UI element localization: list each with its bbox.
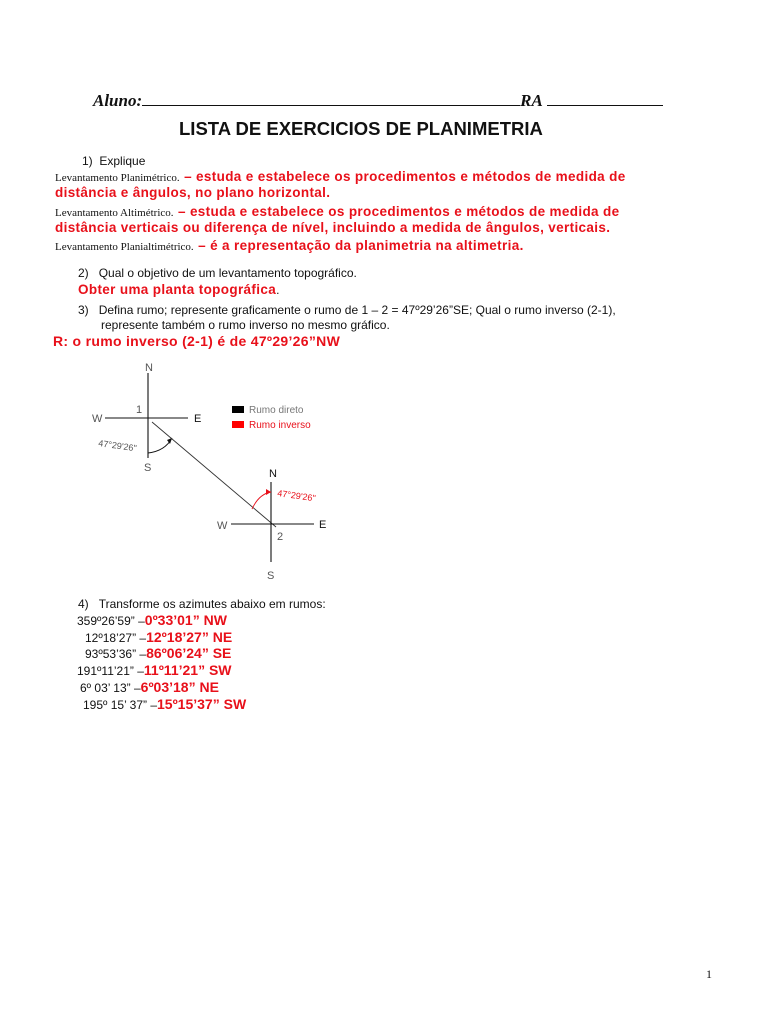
q3-prompt-text-1: Defina rumo; represente graficamente o rumo de 1 – 2 = 47º29’26”SE; Qual o rumo inverso (2-1), [98, 303, 616, 317]
station2-arc-arrow [266, 489, 271, 495]
station2-angle-arc [252, 492, 271, 509]
planimetrico-answer-line1: – estuda e estabelece os procedimentos e métodos de medida de [184, 169, 626, 184]
legend-label-inverso: Rumo inverso [249, 420, 311, 431]
q4-azimuth: 12º18’27” – [85, 631, 147, 645]
planimetrico-answer-line2: distância e ângulos, no plano horizontal. [55, 185, 331, 200]
altimetrico-answer-line1: – estuda e estabelece os procedimentos e métodos de medida de [177, 204, 620, 219]
legend-swatch-direto [232, 406, 244, 413]
station1-e-label: E [194, 413, 202, 425]
aluno-label: Aluno: [93, 91, 143, 110]
station2-s-label: S [267, 570, 275, 582]
altimetrico-term: Levantamento Altimétrico. [55, 207, 174, 219]
planimetrico-term: Levantamento Planimétrico. [55, 172, 180, 184]
station1-n-label: N [145, 362, 153, 374]
q4-azimuth: 93º53’36” – [85, 647, 147, 661]
legend-swatch-inverso [232, 421, 244, 428]
q4-rumo: 15º15’37” SW [157, 696, 247, 712]
rumo-direto-line [152, 422, 276, 527]
q4-azimuth: 6º 03’ 13” – [80, 681, 141, 695]
station2-angle-label: 47°29'26" [276, 488, 317, 504]
page-title: LISTA DE EXERCICIOS DE PLANIMETRIA [179, 118, 543, 139]
station1-s-label: S [144, 462, 152, 474]
q4-rumo: 11º11’21” SW [143, 662, 232, 678]
altimetrico-answer-line2: distância verticais ou diferença de nível, incluindo a medida de ângulos, verticais. [55, 220, 611, 235]
q2-answer: Obter uma planta topográfica [78, 282, 277, 297]
ra-label: RA [520, 91, 543, 110]
q4-azimuth: 359º26’59” – [77, 614, 145, 628]
q4-row [85, 645, 231, 661]
q4-row [83, 696, 246, 712]
station2-number: 2 [277, 531, 284, 543]
q4-rumo: 6º03’18” NE [140, 679, 219, 695]
q4-rumo: 12º18’27” NE [146, 629, 233, 645]
station2-n-label: N [269, 468, 277, 480]
q1-prompt-text: Explique [99, 154, 146, 168]
station1-arc-arrow [167, 438, 172, 444]
planialtimetrico-answer: – é a representação da planimetria na altimetria. [198, 238, 524, 253]
q2-answer-dot: . [276, 283, 280, 297]
q4-row [80, 679, 219, 695]
q3-prompt-line2: represente também o rumo inverso no mesmo gráfico. [101, 318, 390, 332]
q1-number: 1) [82, 154, 93, 168]
q4-rumo: 86º06’24” SE [146, 645, 232, 661]
legend-label-direto: Rumo direto [249, 405, 304, 416]
q4-row [77, 662, 232, 678]
station1-angle-label: 47°29'26" [97, 438, 138, 454]
q4-rumo: 0º33’01” NW [144, 612, 227, 628]
q2-number: 2) [78, 266, 89, 280]
planialtimetrico-term: Levantamento Planialtimétrico. [55, 241, 194, 253]
q4-row [85, 629, 232, 645]
q2-prompt-text: Qual o objetivo de um levantamento topográfico. [98, 266, 357, 280]
q4-number: 4) [78, 597, 89, 611]
q4-prompt-text: Transforme os azimutes abaixo em rumos: [98, 597, 326, 611]
station1-number: 1 [136, 404, 143, 416]
station2-e-label: E [319, 519, 327, 531]
q4-prompt [78, 597, 326, 611]
q4-row [77, 612, 227, 628]
station2-w-label: W [217, 520, 228, 532]
q4-azimuth: 195º 15’ 37” – [83, 698, 157, 712]
page-number: 1 [706, 967, 712, 981]
q4-azimuth: 191º11’21” – [77, 664, 144, 678]
q3-answer: R: o rumo inverso (2-1) é de 47º29’26”NW [53, 333, 341, 349]
station1-w-label: W [92, 413, 103, 425]
q3-number: 3) [78, 303, 89, 317]
